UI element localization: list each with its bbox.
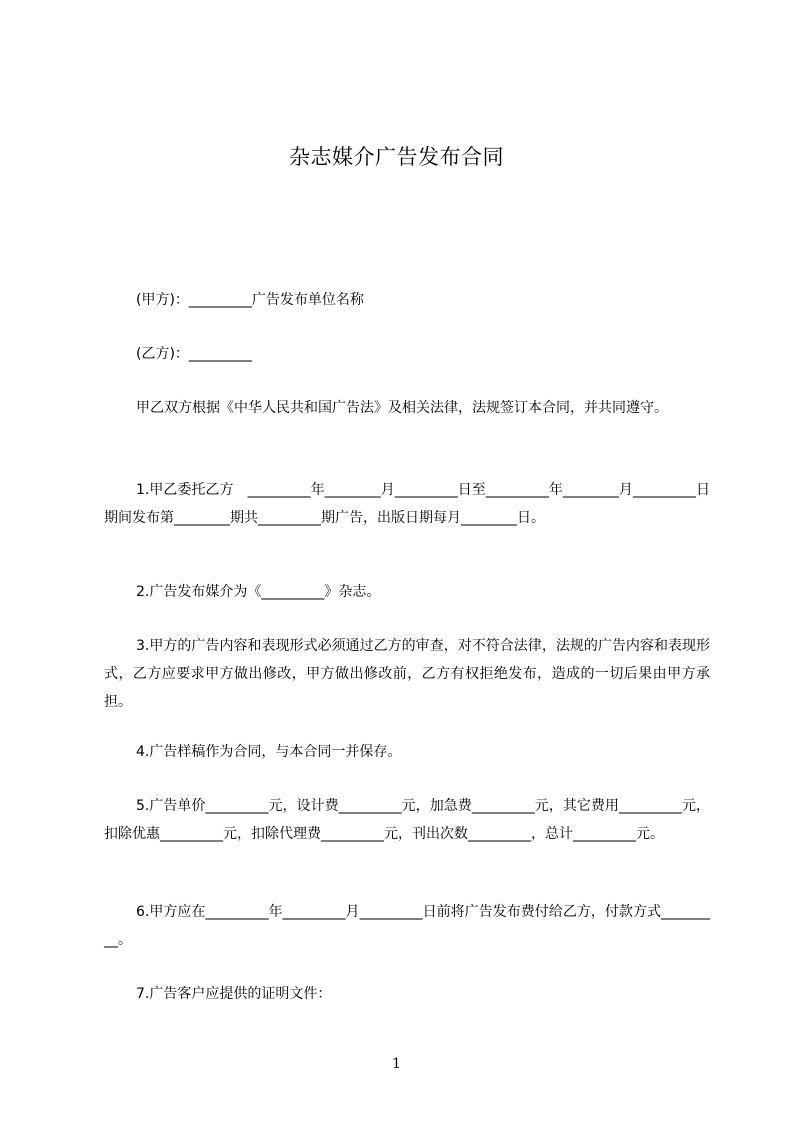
- document-title: 杂志媒介广告发布合同: [289, 145, 504, 169]
- intro-paragraph: 甲乙双方根据《中华人民共和国广告法》及相关法律，法规签订本合同，并共同遵守。: [136, 400, 668, 416]
- clause-3: 3.甲方的广告内容和表现形式必须通过乙方的审查，对不符合法律，法规的广告内容和表现形式，乙方应要求甲方做出修改，甲方做出修改前，乙方有权拒绝发布，造成的一切后果由甲方承担。: [104, 638, 710, 710]
- page-number: 1: [392, 1056, 401, 1072]
- clause-1: 1.甲乙委托乙方 _________年________月_________日至_________年________月_________日期间发布第________期共_________期广告，出版日期每月________日。: [104, 482, 710, 526]
- party-b-line: (乙方)：_________: [136, 346, 252, 362]
- clause-4: 4.广告样稿作为合同，与本合同一并保存。: [136, 744, 402, 760]
- clause-2: 2.广告发布媒介为《_________》杂志。: [136, 584, 381, 600]
- clause-7: 7.广告客户应提供的证明文件：: [136, 986, 332, 1002]
- clause-6: 6.甲方应在_________年_________月_________日前将广告发布费付给乙方，付款方式_________。: [104, 904, 710, 948]
- party-a-line: (甲方)：_________广告发布单位名称: [136, 292, 364, 308]
- clause-5: 5.广告单价_________元，设计费_________元，加急费_________元，其它费用_________元，扣除优惠_________元，扣除代理费_________元，刊出次数_________，总计_________元。: [104, 798, 710, 842]
